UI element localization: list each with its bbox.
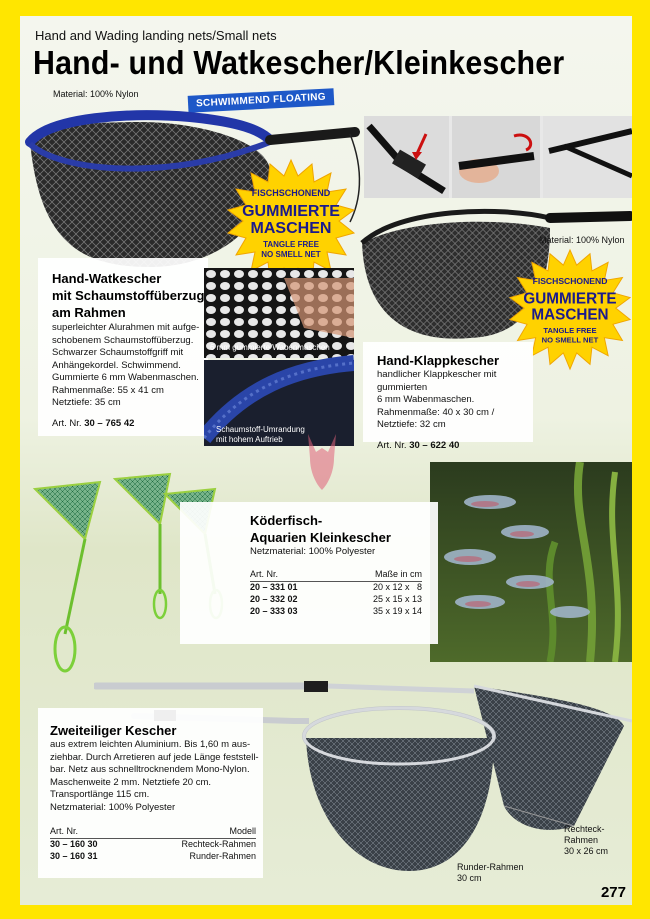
desc-line: Rahmenmaße: 55 x 41 cm (52, 384, 164, 396)
desc-line: Transportlänge 115 cm. (50, 789, 150, 800)
watkescher-title-l3: am Rahmen (52, 305, 126, 320)
col-art-nr: Art. Nr. (250, 569, 335, 582)
row-nr: 30 – 160 31 (50, 851, 98, 861)
badge-2-line1: FISCHSCHONEND (532, 276, 608, 287)
art-label: Art. Nr. (377, 439, 407, 451)
koederfisch-title-l1: Köderfisch- (250, 513, 323, 528)
badge-2-line3: MASCHEN (531, 306, 609, 324)
table-row (50, 851, 256, 863)
desc-line: handlicher Klappkescher mit gummierten (377, 369, 497, 393)
table-row (250, 581, 422, 594)
row-nr: 20 – 332 02 (250, 593, 298, 604)
desc-line: schobenem Schaumstoffüberzug. (52, 334, 194, 346)
subtitle-en: Hand and Wading landing nets/Small nets (35, 28, 277, 43)
desc-line: Netzmaterial: 100% Polyester (50, 801, 176, 813)
caption-foam-l2: mit hohem Auftrieb (216, 435, 283, 444)
badge-2-line5: NO SMELL NET (541, 335, 599, 345)
caption-foam-l1: Schaumstoff-Umrandung (216, 425, 305, 434)
desc-line: Gummierte 6 mm Wabenmaschen. (52, 372, 199, 383)
caption-mesh: 6 mm gummierte Wabenmaschen (210, 343, 330, 352)
koederfisch-card (180, 502, 438, 644)
folding-mechanism-photos (364, 116, 632, 198)
koederfisch-title-l2: Aquarien Kleinkescher (250, 530, 391, 545)
badge-2-line2: GUMMIERTE (523, 290, 617, 308)
page-title: Hand- und Watkescher/Kleinkescher (33, 44, 565, 81)
material-left: Material: 100% Nylon (53, 89, 139, 99)
desc-line: ziehbar. Durch Arretieren auf jede Länge feststell- (50, 751, 259, 763)
watkescher-title-l1: Hand-Watkescher (52, 271, 162, 286)
col-art-nr: Art. Nr. (50, 826, 130, 839)
row-nr: 20 – 331 01 (250, 581, 298, 592)
row-size: 25 x 15 x 13 (372, 593, 422, 604)
row-model: Rechteck-Rahmen (181, 839, 256, 849)
row-model: Runder-Rahmen (189, 851, 256, 861)
desc-line: bar. Netz aus schnelltrocknendem Mono-Nylon. (50, 764, 250, 775)
caption-foam (216, 425, 305, 445)
art-number: 30 – 765 42 (84, 417, 135, 429)
label-round-l1: Runder-Rahmen (457, 862, 524, 872)
row-size: 35 x 19 x 14 (372, 605, 422, 616)
label-rect-l2: 30 x 26 cm (564, 846, 609, 856)
badge-1-line3: MASCHEN (250, 220, 332, 237)
zweiteilig-title: Zweiteiliger Kescher (50, 723, 177, 738)
row-size: 20 x 12 x 8 (372, 581, 422, 592)
label-round-l2: 30 cm (457, 873, 482, 883)
klappkescher-art-nr (377, 440, 533, 451)
zweiteilig-card (38, 708, 263, 878)
material-right: Material: 100% Nylon (539, 235, 625, 245)
watkescher-description (52, 322, 208, 410)
row-nr: 30 – 160 30 (50, 839, 98, 849)
catalog-page (20, 16, 632, 905)
aquarium-fish-photo (430, 462, 632, 662)
watkescher-art-nr (52, 418, 208, 429)
table-row (250, 594, 422, 606)
label-rect-frame (564, 824, 632, 857)
label-rect-l1: Rechteck-Rahmen (564, 824, 605, 845)
desc-line: Netztiefe: 35 cm (52, 397, 121, 408)
badge-1-line4: TANGLE FREE (263, 240, 319, 249)
desc-line: Anhängekordel. Schwimmend. (52, 359, 181, 371)
klappkescher-title: Hand-Klappkescher (377, 353, 500, 368)
badge-1-line1: FISCHSCHONEND (251, 188, 331, 198)
watkescher-title-l2: mit Schaumstoffüberzug (52, 288, 205, 303)
desc-line: aus extrem leichten Aluminium. Bis 1,60 m aus- (50, 739, 251, 750)
watkescher-card (38, 258, 208, 436)
badge-1-line5: NO SMELL NET (261, 250, 321, 259)
koederfisch-table (250, 569, 422, 618)
desc-line: superleichter Alurahmen mit aufge- (52, 322, 200, 333)
badge-1-line2: GUMMIERTE (242, 203, 340, 220)
label-round-frame (457, 862, 524, 884)
koederfisch-material: Netzmaterial: 100% Polyester (250, 546, 376, 557)
col-size: Maße in cm (335, 569, 422, 582)
desc-line: 6 mm Wabenmaschen. (377, 394, 475, 405)
table-row (250, 606, 422, 618)
art-number: 30 – 622 40 (409, 439, 460, 451)
zweiteilig-table (50, 826, 256, 863)
floating-banner: SCHWIMMEND FLOATING (188, 88, 335, 113)
desc-line: Rahmenmaße: 40 x 30 cm / Netztiefe: 32 cm (377, 406, 495, 430)
desc-line: Schwarzer Schaumstoffgriff mit (52, 347, 184, 358)
art-label: Art. Nr. (52, 417, 82, 429)
page-number: 277 (600, 884, 626, 901)
col-model: Modell (130, 826, 256, 839)
row-nr: 20 – 333 03 (250, 605, 298, 616)
mesh-closeup-photos (204, 268, 354, 446)
badge-2-line4: TANGLE FREE (543, 325, 597, 335)
desc-line: Maschenweite 2 mm. Netztiefe 20 cm. (50, 776, 212, 788)
table-row (50, 839, 256, 852)
klappkescher-card (363, 342, 533, 451)
fox-logo-icon (302, 430, 342, 492)
